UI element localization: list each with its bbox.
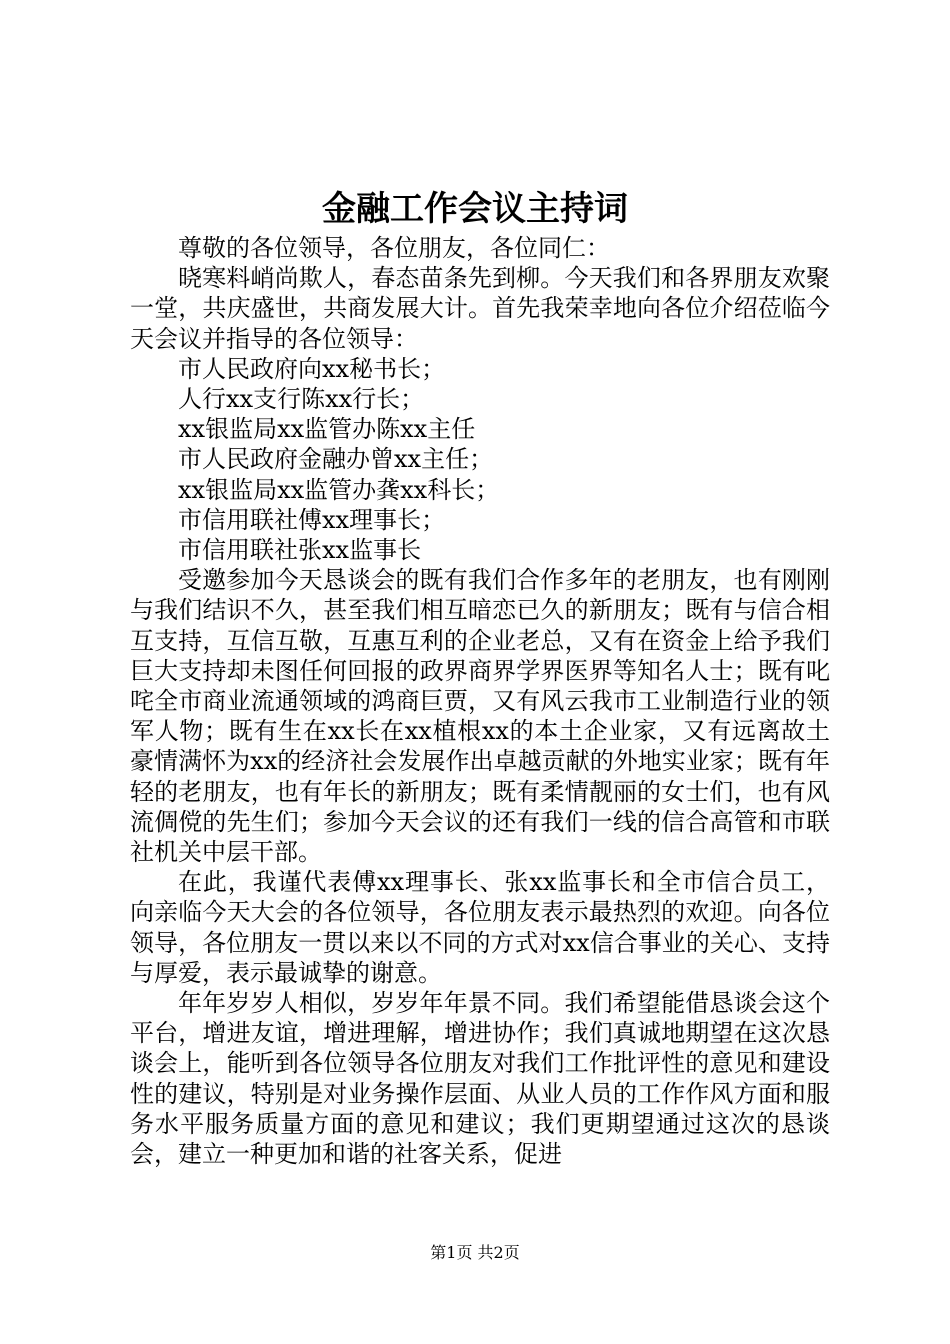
leader-list-item: xx银监局xx监管办陈xx主任: [178, 415, 476, 444]
document-title: 金融工作会议主持词: [322, 189, 628, 229]
leader-list-item: xx银监局xx监管办龚xx科长；: [178, 475, 500, 504]
leader-list-item: 市信用联社张xx监事长: [178, 536, 422, 565]
leader-list-item: 市人民政府向xx秘书长；: [178, 354, 446, 383]
guests-paragraph: 受邀参加今天恳谈会的既有我们合作多年的老朋友，也有刚刚与我们结识不久，甚至我们相互暗恋已久的新朋友；既有与信合相互支持，互信互敬，互惠互利的企业老总，又有在资金上给予我们巨大支持却未图任何回报的政界商界学界医界等知名人士；既有叱咤全市商业流通领域的鸿商巨贾，又有风云我市工业制造行业的领军人物；既有生在xx长在xx植根xx的本土企业家，又有远离故土豪情满怀为xx的经济社会发展作出卓越贡献的外地实业家；既有年轻的老朋友，也有年长的新朋友；既有柔情靓丽的女士们，也有风流倜傥的先生们；参加今天会议的还有我们一线的信合高管和市联社机关中层干部。: [130, 566, 830, 867]
leader-list-item: 市人民政府金融办曾xx主任；: [178, 445, 494, 474]
opening-paragraph: 晓寒料峭尚欺人，春态苗条先到柳。今天我们和各界朋友欢聚一堂，共庆盛世，共商发展大计。首先我荣幸地向各位介绍莅临今天会议并指导的各位领导：: [130, 264, 830, 353]
page-number-footer: 第1页 共2页: [430, 1243, 520, 1262]
document-body: [130, 233, 830, 1169]
welcome-paragraph: 在此，我谨代表傅xx理事长、张xx监事长和全市信合员工，向亲临今天大会的各位领导，各位朋友表示最热烈的欢迎。向各位领导，各位朋友一贯以来以不同的方式对xx信合事业的关心、支持与厚爱，表示最诚挚的谢意。: [130, 868, 830, 987]
leader-list-item: 市信用联社傅xx理事长；: [178, 505, 446, 534]
salutation-paragraph: 尊敬的各位领导，各位朋友，各位同仁：: [178, 234, 610, 262]
closing-paragraph: 年年岁岁人相似，岁岁年年景不同。我们希望能借恳谈会这个平台，增进友谊，增进理解，增进协作；我们真诚地期望在这次恳谈会上，能听到各位领导各位朋友对我们工作批评性的意见和建设性的建议，特别是对业务操作层面、从业人员的工作作风方面和服务水平服务质量方面的意见和建议；我们更期望通过这次的恳谈会，建立一种更加和谐的社客关系，促进: [130, 989, 830, 1169]
leader-list-item: 人行xx支行陈xx行长；: [178, 385, 425, 414]
